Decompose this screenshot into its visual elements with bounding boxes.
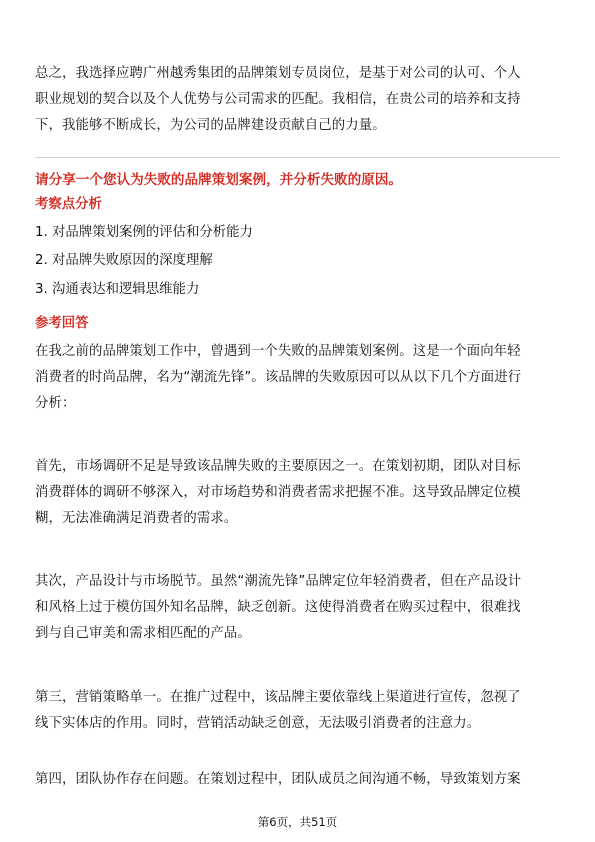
text-line: 到与自己审美和需求相匹配的产品。: [35, 626, 251, 641]
text-line: 线下实体店的作用。同时，营销活动缺乏创意，无法吸引消费者的注意力。: [35, 716, 481, 731]
section-divider: [35, 157, 560, 158]
text-line: 第三，营销策略单一。在推广过程中，该品牌主要依靠线上渠道进行宣传，忽视了: [35, 690, 521, 705]
page-number: 第6页，共51页: [257, 815, 338, 829]
answer-paragraph: [35, 339, 560, 417]
text-line: 消费者的时尚品牌，名为“潮流先锋”。该品牌的失败原因可以从以下几个方面进行: [35, 370, 522, 385]
text-line: 职业规划的契合以及个人优势与公司需求的匹配。我相信，在贵公司的培养和支持: [35, 92, 521, 107]
text-line: 和风格上过于模仿国外知名品牌，缺乏创新。这使得消费者在购买过程中，很难找: [35, 600, 521, 615]
answer-paragraph: [35, 569, 560, 647]
text-line: 在我之前的品牌策划工作中，曾遇到一个失败的品牌策划案例。这是一个面向年轻: [35, 344, 521, 359]
text-line: 首先，市场调研不足是导致该品牌失败的主要原因之一。在策划初期，团队对目标: [35, 459, 521, 474]
interview-question: 请分享一个您认为失败的品牌策划案例，并分析失败的原因。: [35, 172, 403, 188]
intro-paragraph: [35, 61, 560, 139]
answer-paragraph: [35, 685, 560, 737]
text-line: 其次，产品设计与市场脱节。虽然“潮流先锋”品牌定位年轻消费者，但在产品设计: [35, 574, 522, 589]
answer-paragraph: [35, 454, 560, 532]
answer-heading: 参考回答: [35, 316, 89, 331]
analysis-point: 3. 沟通表达和逻辑思维能力: [35, 282, 200, 297]
text-line: 第四，团队协作存在问题。在策划过程中，团队成员之间沟通不畅，导致策划方案: [35, 772, 521, 787]
text-line: 消费群体的调研不够深入，对市场趋势和消费者需求把握不准。这导致品牌定位模: [35, 485, 521, 500]
analysis-point: 1. 对品牌策划案例的评估和分析能力: [35, 225, 253, 240]
text-line: 下，我能够不断成长，为公司的品牌建设贡献自己的力量。: [35, 118, 386, 133]
text-line: 总之，我选择应聘广州越秀集团的品牌策划专员岗位，是基于对公司的认可、个人: [35, 66, 521, 81]
analysis-point: 2. 对品牌失败原因的深度理解: [35, 253, 213, 268]
text-line: 分析：: [35, 396, 76, 411]
analysis-heading: 考察点分析: [35, 197, 102, 212]
answer-paragraph: [35, 767, 560, 793]
text-line: 糊，无法准确满足消费者的需求。: [35, 511, 238, 526]
